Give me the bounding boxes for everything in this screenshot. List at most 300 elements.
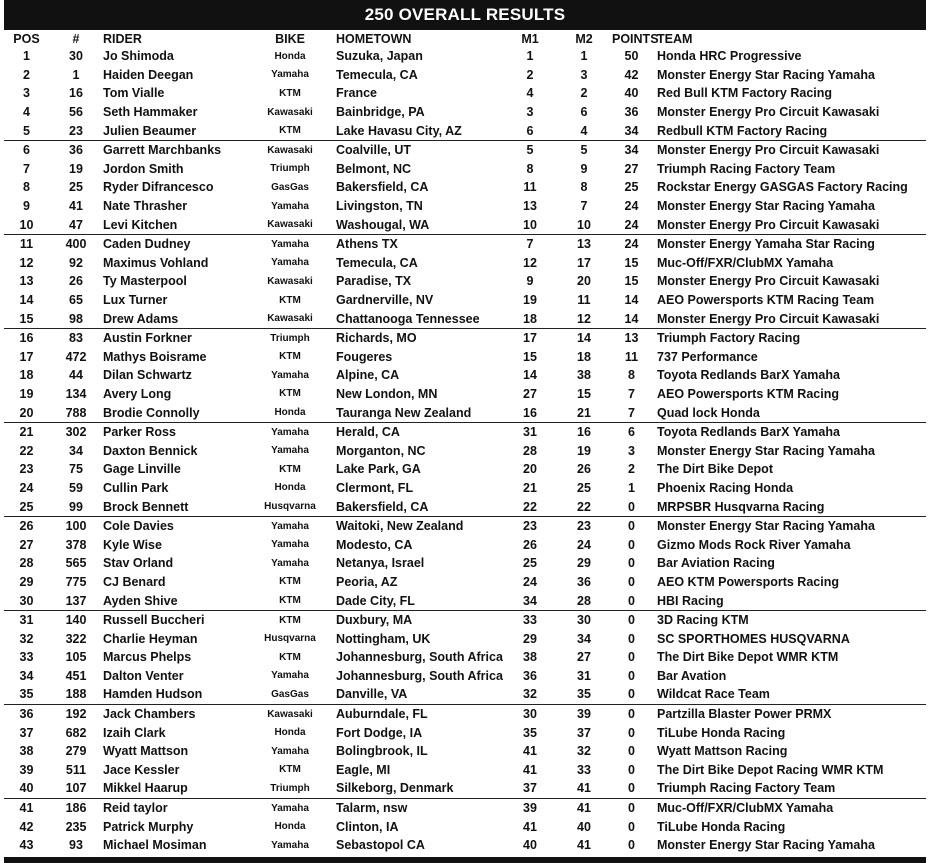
cell-pos: 37	[19, 725, 34, 740]
results-header	[4, 30, 926, 47]
table-row	[4, 554, 926, 573]
cell-team: Honda HRC Progressive	[657, 49, 802, 64]
cell-m2: 2	[580, 86, 588, 101]
cell-number: 26	[69, 274, 83, 289]
cell-number: 235	[65, 819, 87, 834]
cell-pos: 15	[4, 309, 49, 328]
cell-pos: 23	[19, 462, 34, 477]
cell-m1: 21	[523, 480, 537, 495]
table-row	[4, 761, 926, 780]
cell-number: 682	[65, 725, 87, 740]
cell-bike: Yamaha	[271, 369, 309, 381]
cell-m1: 4	[526, 86, 534, 101]
cell-m1: 39	[523, 801, 537, 816]
cell-hometown: Peoria, AZ	[336, 574, 398, 589]
cell-bike: Kawasaki	[267, 708, 313, 720]
cell-number: 105	[65, 650, 87, 665]
cell-team: The Dirt Bike Depot WMR KTM	[657, 650, 839, 665]
cell-number: 302	[65, 425, 87, 440]
cell-m2: 10	[556, 215, 612, 234]
cell-pos: 39	[19, 762, 34, 777]
cell-points: 34	[612, 121, 651, 140]
cell-m1: 40	[523, 838, 537, 853]
cell-hometown: Coalville, UT	[336, 143, 412, 158]
cell-points: 0	[628, 519, 635, 534]
cell-team: Triumph Factory Racing	[657, 331, 801, 346]
cell-bike: Yamaha	[271, 238, 309, 250]
cell-team: HBI Racing	[651, 591, 926, 610]
cell-pos: 18	[19, 368, 34, 383]
table-row	[4, 479, 926, 498]
cell-pos: 17	[19, 349, 34, 364]
cell-hometown: Morganton, NC	[336, 443, 426, 458]
cell-pos: 13	[19, 274, 34, 289]
cell-hometown: Belmont, NC	[336, 161, 411, 176]
cell-points: 40	[624, 86, 639, 101]
cell-points: 50	[624, 49, 639, 64]
cell-pos: 16	[19, 331, 34, 346]
table-row	[4, 798, 926, 817]
cell-points: 25	[624, 180, 639, 195]
cell-hometown: France	[336, 86, 377, 101]
cell-points: 24	[612, 215, 651, 234]
cell-hometown: Bolingbrook, IL	[336, 744, 428, 759]
cell-rider: Reid taylor	[103, 801, 168, 816]
cell-pos: 2	[23, 67, 30, 82]
cell-hometown: Livingston, TN	[336, 199, 423, 214]
cell-points: 24	[624, 199, 639, 214]
cell-team: SC SPORTHOMES HUSQVARNA	[657, 631, 850, 646]
cell-number: 41	[69, 199, 83, 214]
table-row	[4, 516, 926, 535]
cell-pos: 6	[23, 143, 30, 158]
cell-m2: 19	[577, 443, 591, 458]
cell-rider: Marcus Phelps	[103, 650, 192, 665]
cell-team: Toyota Redlands BarX Yamaha	[657, 425, 840, 440]
cell-pos: 33	[19, 650, 34, 665]
cell-number: 23	[49, 121, 103, 140]
cell-m2: 5	[580, 143, 588, 158]
cell-m2: 11	[577, 293, 591, 308]
cell-m2: 1	[580, 49, 588, 64]
cell-number: 192	[65, 707, 87, 722]
cell-m2: 24	[577, 537, 591, 552]
cell-points: 13	[624, 331, 639, 346]
cell-rider: Jack Chambers	[103, 707, 196, 722]
cell-rider: Seth Hammaker	[103, 105, 198, 120]
cell-number: 279	[65, 744, 87, 759]
cell-m1: 34	[504, 591, 556, 610]
cell-hometown: Herald, CA	[336, 425, 400, 440]
cell-number: 451	[65, 668, 87, 683]
cell-pos: 30	[4, 591, 49, 610]
col-header-hometown: HOMETOWN	[336, 31, 412, 46]
cell-bike: Yamaha	[271, 520, 309, 532]
cell-rider: Mathys Boisrame	[103, 349, 207, 364]
table-row	[4, 648, 926, 667]
cell-hometown: Temecula, CA	[336, 67, 418, 82]
cell-number: 134	[65, 386, 87, 401]
cell-points: 14	[624, 293, 639, 308]
cell-hometown: Talarm, nsw	[336, 801, 408, 816]
cell-hometown: New London, MN	[336, 386, 438, 401]
cell-team: TiLube Honda Racing	[657, 725, 786, 740]
cell-m1: 20	[523, 462, 537, 477]
table-row	[4, 704, 926, 723]
cell-m2: 36	[577, 574, 591, 589]
cell-points: 0	[628, 631, 635, 646]
cell-team: Muc-Off/FXR/ClubMX Yamaha	[657, 255, 834, 270]
cell-m1: 15	[523, 349, 537, 364]
cell-number: 36	[69, 143, 83, 158]
cell-m1: 30	[523, 707, 537, 722]
cell-m2: 41	[577, 801, 591, 816]
cell-team: AEO KTM Powersports Racing	[657, 574, 839, 589]
cell-m2: 14	[577, 331, 591, 346]
cell-pos: 21	[19, 425, 34, 440]
cell-rider: Charlie Heyman	[103, 631, 198, 646]
cell-bike: Honda	[274, 821, 306, 833]
cell-hometown: Nottingham, UK	[336, 631, 431, 646]
cell-rider: Haiden Deegan	[103, 67, 194, 82]
cell-rider: Maximus Vohland	[103, 255, 209, 270]
col-header-bike: BIKE	[275, 31, 305, 46]
cell-m1: 26	[523, 537, 537, 552]
cell-m1: 37	[504, 779, 556, 798]
cell-hometown: Netanya, Israel	[336, 556, 425, 571]
cell-bike: Triumph	[270, 163, 310, 175]
cell-team: Triumph Racing Factory Team	[651, 779, 926, 798]
cell-m2: 22	[556, 497, 612, 516]
cell-team: 737 Performance	[657, 349, 758, 364]
cell-number: 99	[49, 497, 103, 516]
cell-number: 565	[65, 556, 87, 571]
cell-m1: 11	[523, 180, 537, 195]
cell-pos: 43	[19, 838, 34, 853]
cell-hometown: Waitoki, New Zealand	[336, 519, 464, 534]
cell-pos: 41	[19, 801, 34, 816]
table-row	[4, 385, 926, 404]
cell-m2: 31	[577, 668, 591, 683]
cell-pos: 10	[4, 215, 49, 234]
cell-m2: 41	[577, 838, 591, 853]
cell-rider: Dilan Schwartz	[103, 368, 192, 383]
cell-team: Monster Energy Pro Circuit Kawasaki	[651, 215, 926, 234]
cell-bike: Yamaha	[271, 670, 309, 682]
cell-hometown: Alpine, CA	[336, 368, 400, 383]
cell-bike: Husqvarna	[244, 497, 336, 516]
cell-points: 0	[628, 707, 635, 722]
table-row	[4, 422, 926, 441]
cell-team: The Dirt Bike Depot Racing WMR KTM	[657, 762, 884, 777]
table-row	[4, 254, 926, 273]
table-row	[4, 291, 926, 310]
table-row	[4, 667, 926, 686]
cell-m2: 37	[577, 725, 591, 740]
cell-m2: 41	[556, 779, 612, 798]
cell-rider: Jace Kessler	[103, 762, 180, 777]
cell-m1: 10	[504, 215, 556, 234]
cell-team: Monster Energy Pro Circuit Kawasaki	[651, 309, 926, 328]
cell-points: 0	[612, 779, 651, 798]
cell-team: Monster Energy Star Racing Yamaha	[657, 67, 875, 82]
cell-number: 93	[69, 838, 83, 853]
cell-m1: 5	[526, 143, 534, 158]
cell-bike: KTM	[244, 121, 336, 140]
table-row	[4, 403, 926, 422]
cell-team: Bar Avation	[657, 668, 727, 683]
cell-pos: 12	[19, 255, 34, 270]
cell-pos: 4	[23, 105, 30, 120]
cell-points: 15	[624, 255, 639, 270]
cell-team: Monster Energy Pro Circuit Kawasaki	[657, 105, 880, 120]
cell-bike: Yamaha	[271, 69, 309, 81]
cell-number: 322	[65, 631, 87, 646]
cell-team: Toyota Redlands BarX Yamaha	[657, 368, 840, 383]
cell-hometown: Johannesburg, South Africa	[336, 668, 503, 683]
cell-points: 8	[628, 368, 635, 383]
cell-pos: 29	[19, 574, 34, 589]
cell-m2: 32	[577, 744, 591, 759]
cell-m2: 34	[577, 631, 591, 646]
cell-points: 0	[628, 819, 635, 834]
cell-hometown: Lake Park, GA	[336, 462, 421, 477]
table-row	[4, 535, 926, 554]
cell-team: Monster Energy Star Racing Yamaha	[657, 838, 875, 853]
cell-m2: 23	[577, 519, 591, 534]
cell-points: 14	[612, 309, 651, 328]
cell-bike: GasGas	[271, 181, 309, 193]
cell-m1: 38	[523, 650, 537, 665]
cell-m1: 29	[523, 631, 537, 646]
cell-hometown: Fort Dodge, IA	[336, 725, 423, 740]
cell-points: 7	[628, 386, 635, 401]
cell-rider: CJ Benard	[103, 574, 166, 589]
cell-number: 511	[65, 762, 87, 777]
cell-bike: Yamaha	[271, 200, 309, 212]
cell-team: Monster Energy Pro Circuit Kawasaki	[657, 143, 880, 158]
table-row	[4, 160, 926, 179]
table-row	[4, 723, 926, 742]
cell-points: 0	[628, 744, 635, 759]
col-header-m2: M2	[575, 31, 593, 46]
cell-rider: Ryder Difrancesco	[103, 180, 214, 195]
cell-points: 0	[628, 556, 635, 571]
cell-bike: Yamaha	[271, 839, 309, 851]
cell-m1: 14	[523, 368, 537, 383]
cell-m1: 41	[523, 744, 537, 759]
cell-pos: 26	[19, 519, 34, 534]
cell-bike: KTM	[279, 351, 301, 363]
cell-hometown: Bakersfield, CA	[336, 180, 429, 195]
cell-pos: 7	[23, 161, 30, 176]
cell-m2: 17	[577, 255, 591, 270]
cell-team: The Dirt Bike Depot	[657, 462, 773, 477]
cell-number: 378	[65, 537, 87, 552]
cell-number: 775	[65, 574, 87, 589]
cell-pos: 40	[4, 779, 49, 798]
cell-hometown: Auburndale, FL	[336, 707, 428, 722]
cell-hometown: Dade City, FL	[336, 591, 504, 610]
cell-number: 188	[49, 685, 103, 704]
cell-m1: 16	[504, 403, 556, 422]
cell-m2: 33	[577, 762, 591, 777]
table-row	[4, 309, 926, 328]
cell-rider: Caden Dudney	[103, 237, 191, 252]
cell-m1: 12	[523, 255, 537, 270]
col-header-m1: M1	[521, 31, 539, 46]
cell-m1: 41	[523, 819, 537, 834]
cell-points: 7	[612, 403, 651, 422]
cell-m2: 13	[577, 237, 591, 252]
cell-m2: 20	[577, 274, 591, 289]
cell-hometown: Johannesburg, South Africa	[336, 650, 503, 665]
cell-bike: Husqvarna	[264, 633, 316, 645]
cell-bike: Honda	[274, 727, 306, 739]
table-row	[4, 817, 926, 836]
cell-bike: Honda	[274, 50, 306, 62]
cell-team: Rockstar Energy GASGAS Factory Racing	[657, 180, 908, 195]
cell-rider: Dalton Venter	[103, 668, 184, 683]
cell-pos: 1	[23, 49, 30, 64]
cell-team: Quad lock Honda	[651, 403, 926, 422]
cell-rider: Jo Shimoda	[103, 49, 174, 64]
cell-pos: 5	[4, 121, 49, 140]
cell-team: Redbull KTM Factory Racing	[651, 121, 926, 140]
cell-bike: Kawasaki	[267, 106, 313, 118]
cell-m2: 9	[580, 161, 588, 176]
cell-m2: 8	[580, 180, 588, 195]
cell-points: 0	[612, 497, 651, 516]
table-row	[4, 328, 926, 347]
cell-number: 1	[72, 67, 80, 82]
cell-hometown: Richards, MO	[336, 331, 417, 346]
cell-m1: 36	[523, 668, 537, 683]
bottom-rule	[4, 857, 926, 863]
cell-m1: 41	[523, 762, 537, 777]
table-row	[4, 685, 926, 704]
results-title: 250 OVERALL RESULTS	[4, 0, 926, 30]
cell-rider: Daxton Bennick	[103, 443, 198, 458]
cell-rider: Cole Davies	[103, 519, 174, 534]
cell-bike: KTM	[279, 576, 301, 588]
cell-bike: Triumph	[244, 779, 336, 798]
cell-rider: Tom Vialle	[103, 86, 165, 101]
cell-rider: Parker Ross	[103, 425, 176, 440]
cell-rider: Cullin Park	[103, 480, 169, 495]
table-row	[4, 178, 926, 197]
cell-number: 107	[49, 779, 103, 798]
cell-points: 15	[624, 274, 639, 289]
cell-bike: KTM	[244, 591, 336, 610]
cell-m1: 6	[504, 121, 556, 140]
cell-team: AEO Powersports KTM Racing Team	[657, 293, 875, 308]
cell-m2: 30	[577, 613, 591, 628]
cell-points: 0	[628, 650, 635, 665]
cell-rider: Brodie Connolly	[103, 403, 244, 422]
table-row	[4, 234, 926, 253]
cell-team: Monster Energy Star Racing Yamaha	[657, 443, 875, 458]
cell-points: 0	[628, 537, 635, 552]
cell-number: 83	[69, 331, 83, 346]
cell-rider: Patrick Murphy	[103, 819, 194, 834]
cell-hometown: Lake Havasu City, AZ	[336, 121, 504, 140]
cell-number: 100	[65, 519, 87, 534]
results-table	[4, 30, 926, 855]
cell-pos: 11	[19, 237, 34, 252]
cell-rider: Izaih Clark	[103, 725, 166, 740]
cell-m2: 29	[577, 556, 591, 571]
cell-pos: 36	[19, 707, 34, 722]
cell-pos: 32	[19, 631, 34, 646]
cell-pos: 35	[4, 685, 49, 704]
cell-points: 0	[612, 685, 651, 704]
results-sheet	[4, 0, 926, 863]
col-header-rider: RIDER	[103, 31, 142, 46]
cell-team: Monster Energy Yamaha Star Racing	[657, 237, 875, 252]
cell-pos: 34	[19, 668, 34, 683]
cell-number: 788	[49, 403, 103, 422]
cell-rider: Hamden Hudson	[103, 685, 244, 704]
cell-m1: 2	[526, 67, 534, 82]
cell-team: Wyatt Mattson Racing	[657, 744, 788, 759]
cell-pos: 38	[19, 744, 34, 759]
cell-hometown: Duxbury, MA	[336, 613, 413, 628]
cell-hometown: Bakersfield, CA	[336, 497, 504, 516]
cell-points: 0	[628, 668, 635, 683]
cell-pos: 3	[23, 86, 30, 101]
cell-m2: 7	[580, 199, 588, 214]
cell-bike: Honda	[274, 482, 306, 494]
cell-number: 186	[65, 801, 87, 816]
cell-m1: 3	[526, 105, 534, 120]
cell-points: 0	[628, 613, 635, 628]
cell-m1: 27	[523, 386, 537, 401]
cell-m1: 24	[523, 574, 537, 589]
cell-number: 140	[65, 613, 87, 628]
cell-number: 98	[49, 309, 103, 328]
cell-hometown: Modesto, CA	[336, 537, 413, 552]
cell-m2: 12	[556, 309, 612, 328]
table-row	[4, 121, 926, 140]
cell-hometown: Temecula, CA	[336, 255, 418, 270]
cell-hometown: Sebastopol CA	[336, 838, 425, 853]
cell-m2: 3	[580, 67, 588, 82]
table-row	[4, 742, 926, 761]
cell-team: AEO Powersports KTM Racing	[657, 386, 839, 401]
table-row	[4, 272, 926, 291]
cell-points: 0	[628, 838, 635, 853]
cell-number: 92	[69, 255, 83, 270]
cell-number: 65	[69, 293, 83, 308]
cell-m1: 28	[523, 443, 537, 458]
cell-rider: Jordon Smith	[103, 161, 184, 176]
cell-points: 24	[624, 237, 639, 252]
cell-number: 16	[69, 86, 83, 101]
col-header-team: TEAM	[657, 31, 693, 46]
cell-team: Triumph Racing Factory Team	[657, 161, 836, 176]
cell-rider: Nate Thrasher	[103, 199, 188, 214]
table-row	[4, 140, 926, 159]
cell-points: 6	[628, 425, 635, 440]
table-row	[4, 591, 926, 610]
cell-bike: KTM	[279, 764, 301, 776]
cell-hometown: Bainbridge, PA	[336, 105, 425, 120]
cell-pos: 20	[4, 403, 49, 422]
cell-rider: Stav Orland	[103, 556, 174, 571]
cell-rider: Ty Masterpool	[103, 274, 187, 289]
cell-points: 0	[628, 725, 635, 740]
